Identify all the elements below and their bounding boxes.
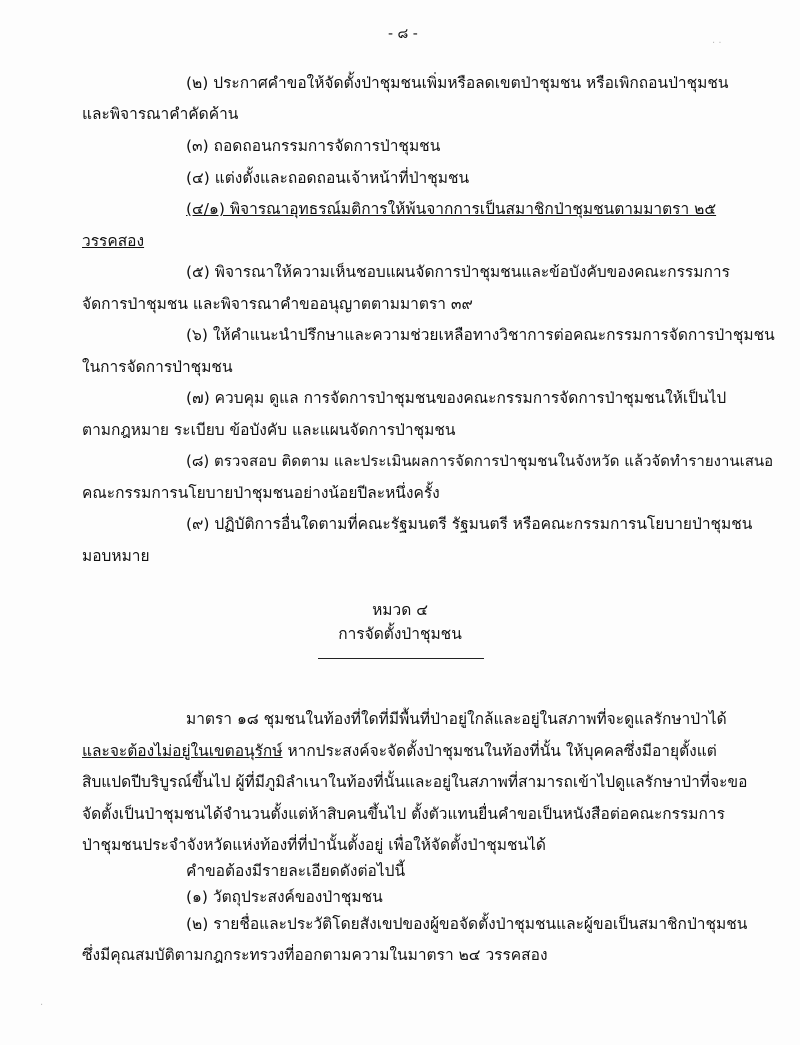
item-7-line-1: (๗) ควบคุม ดูแล การจัดการป่าชุมชนของคณะกรรมการจัดการป่าชุมชนให้เป็นไป bbox=[186, 389, 727, 407]
item-4-line: (๔) แต่งตั้งและถอดถอนเจ้าหน้าที่ป่าชุมชน bbox=[186, 169, 470, 187]
chapter-number: หมวด ๔ bbox=[372, 601, 428, 619]
item-9-line-2: มอบหมาย bbox=[82, 547, 150, 565]
chapter-divider bbox=[318, 658, 484, 659]
scan-speck: · · bbox=[712, 38, 722, 49]
item-8-line-2: คณะกรรมการนโยบายป่าชุมชนอย่างน้อยปีละหนึ่งครั้ง bbox=[82, 484, 440, 502]
section-18-line-2-rest: หากประสงค์จะจัดตั้งป่าชุมชนในท้องที่นั้น ให้บุคคลซึ่งมีอายุตั้งแต่ bbox=[282, 742, 717, 760]
section-18-item-1: (๑) วัตถุประสงค์ของป่าชุมชน bbox=[186, 888, 383, 906]
section-18-line-2 bbox=[82, 741, 717, 761]
item-5-line-1: (๕) พิจารณาให้ความเห็นชอบแผนจัดการป่าชุมชนและข้อบังคับของคณะกรรมการ bbox=[186, 263, 730, 281]
item-2-line-2: และพิจารณาคำคัดค้าน bbox=[82, 105, 239, 123]
item-8-line-1: (๘) ตรวจสอบ ติดตาม และประเมินผลการจัดการป่าชุมชนในจังหวัด แล้วจัดทำรายงานเสนอ bbox=[186, 452, 774, 470]
item-4-1-line-2: วรรคสอง bbox=[82, 232, 145, 250]
item-4-1-line-1: (๔/๑) พิจารณาอุทธรณ์มติการให้พ้นจากการเป็นสมาชิกป่าชุมชนตามมาตรา ๒๕ bbox=[186, 200, 717, 218]
section-18-line-5: ป่าชุมชนประจำจังหวัดแห่งท้องที่ที่ป่านั้นตั้งอยู่ เพื่อให้จัดตั้งป่าชุมชนได้ bbox=[82, 836, 546, 854]
section-18-line-3: สิบแปดปีบริบูรณ์ขึ้นไป ผู้ที่มีภูมิลำเนาในท้องที่นั้นและอยู่ในสภาพที่สามารถเข้าไปดูแลรักษาป่าที่จะขอ bbox=[82, 773, 748, 791]
section-18-line-4: จัดตั้งเป็นป่าชุมชนได้จำนวนตั้งแต่ห้าสิบคนขึ้นไป ตั้งตัวแทนยื่นคำขอเป็นหนังสือต่อคณะกรรมการ bbox=[82, 805, 725, 823]
item-6-line-2: ในการจัดการป่าชุมชน bbox=[82, 358, 233, 376]
item-5-line-2: จัดการป่าชุมชน และพิจารณาคำขออนุญาตตามมาตรา ๓๙ bbox=[82, 295, 473, 313]
item-9-line-1: (๙) ปฏิบัติการอื่นใดตามที่คณะรัฐมนตรี รัฐมนตรี หรือคณะกรรมการนโยบายป่าชุมชน bbox=[186, 515, 753, 533]
scan-speck: · bbox=[40, 1000, 44, 1011]
chapter-title: การจัดตั้งป่าชุมชน bbox=[338, 625, 462, 643]
item-2-line-1: (๒) ประกาศคำขอให้จัดตั้งป่าชุมชนเพิ่มหรือลดเขตป่าชุมชน หรือเพิกถอนป่าชุมชน bbox=[186, 74, 729, 92]
item-3-line: (๓) ถอดถอนกรรมการจัดการป่าชุมชน bbox=[186, 137, 441, 155]
page-number: - ๘ - bbox=[388, 26, 418, 42]
section-18-item-2-line-1: (๒) รายชื่อและประวัติโดยสังเขปของผู้ขอจัดตั้งป่าชุมชนและผู้ขอเป็นสมาชิกป่าชุมชน bbox=[186, 915, 748, 933]
item-7-line-2: ตามกฎหมาย ระเบียบ ข้อบังคับ และแผนจัดการป่าชุมชน bbox=[82, 421, 456, 439]
section-18-line-1: มาตรา ๑๘ ชุมชนในท้องที่ใดที่มีพื้นที่ป่าอยู่ใกล้และอยู่ในสภาพที่จะดูแลรักษาป่าได้ bbox=[186, 710, 727, 728]
conservation-clause: และจะต้องไม่อยู่ในเขตอนุรักษ์ bbox=[82, 742, 283, 760]
item-6-line-1: (๖) ให้คำแนะนำปรึกษาและความช่วยเหลือทางวิชาการต่อคณะกรรมการจัดการป่าชุมชน bbox=[186, 326, 775, 344]
section-18-line-6: คำขอต้องมีรายละเอียดดังต่อไปนี้ bbox=[186, 862, 406, 880]
section-18-item-2-line-2: ซึ่งมีคุณสมบัติตามกฎกระทรวงที่ออกตามความในมาตรา ๒๔ วรรคสอง bbox=[82, 946, 548, 964]
